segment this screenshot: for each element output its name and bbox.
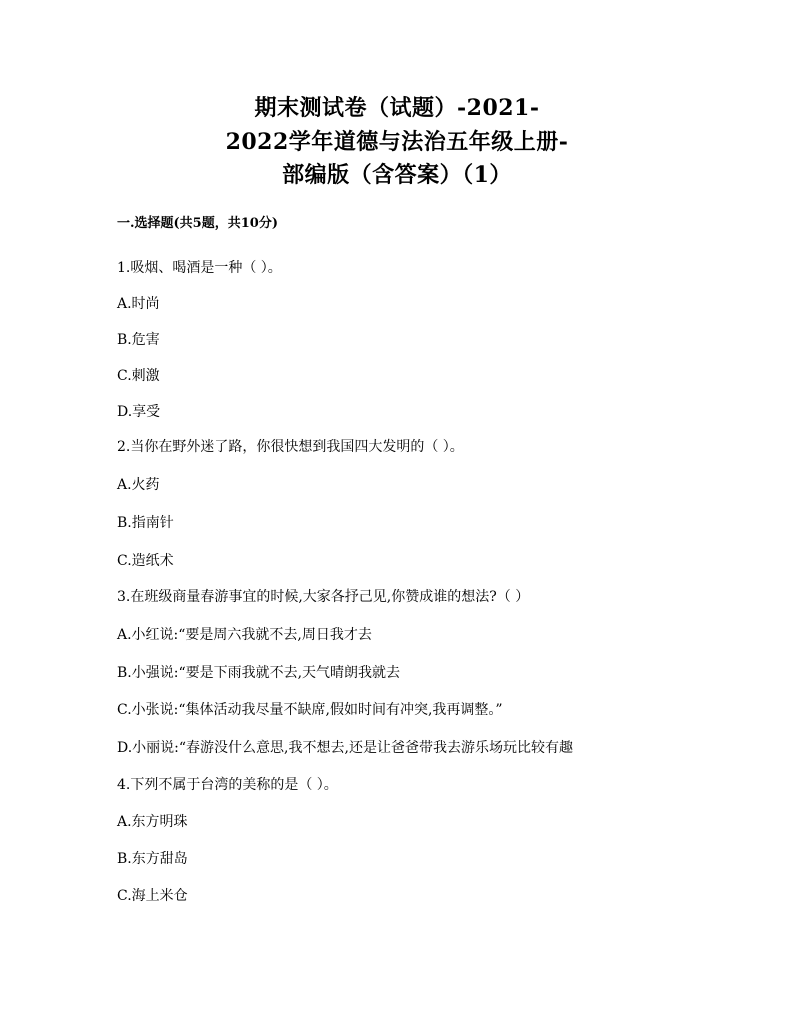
question-3-option-a: A.小红说:“要是周六我就不去,周日我才去 — [117, 627, 372, 643]
question-4-option-c: C.海上米仓 — [117, 888, 188, 904]
question-3-stem: 3.在班级商量春游事宜的时候,大家各抒己见,你赞成谁的想法?（ ） — [117, 589, 530, 605]
question-2-option-b: B.指南针 — [117, 515, 174, 531]
document-title-line-1: 期末测试卷（试题）-2021- — [254, 95, 540, 121]
question-1-option-b: B.危害 — [117, 332, 160, 348]
question-1-option-d: D.享受 — [117, 404, 161, 420]
document-title-line-2: 2022学年道德与法治五年级上册- — [225, 129, 569, 155]
question-2-stem: 2.当你在野外迷了路，你很快想到我国四大发明的（ ）。 — [117, 439, 464, 455]
question-4-option-a: A.东方明珠 — [117, 814, 188, 830]
question-2-option-c: C.造纸术 — [117, 553, 174, 569]
question-1-option-a: A.时尚 — [117, 296, 160, 312]
question-3-option-d: D.小丽说:“春游没什么意思,我不想去,还是让爸爸带我去游乐场玩比较有趣 — [117, 740, 573, 756]
question-2-option-a: A.火药 — [117, 477, 160, 493]
section-heading: 一.选择题(共5题，共10分) — [117, 216, 278, 231]
question-1-stem: 1.吸烟、喝酒是一种（ ）。 — [117, 260, 282, 276]
question-4-stem: 4.下列不属于台湾的美称的是（ ）。 — [117, 777, 338, 793]
question-3-option-b: B.小强说:“要是下雨我就不去,天气晴朗我就去 — [117, 665, 401, 681]
question-3-option-c: C.小张说:“集体活动我尽量不缺席,假如时间有冲突,我再调整。” — [117, 702, 503, 718]
question-4-option-b: B.东方甜岛 — [117, 851, 188, 867]
document-title-line-3: 部编版（含答案）（1） — [282, 162, 512, 188]
question-1-option-c: C.刺激 — [117, 368, 160, 384]
